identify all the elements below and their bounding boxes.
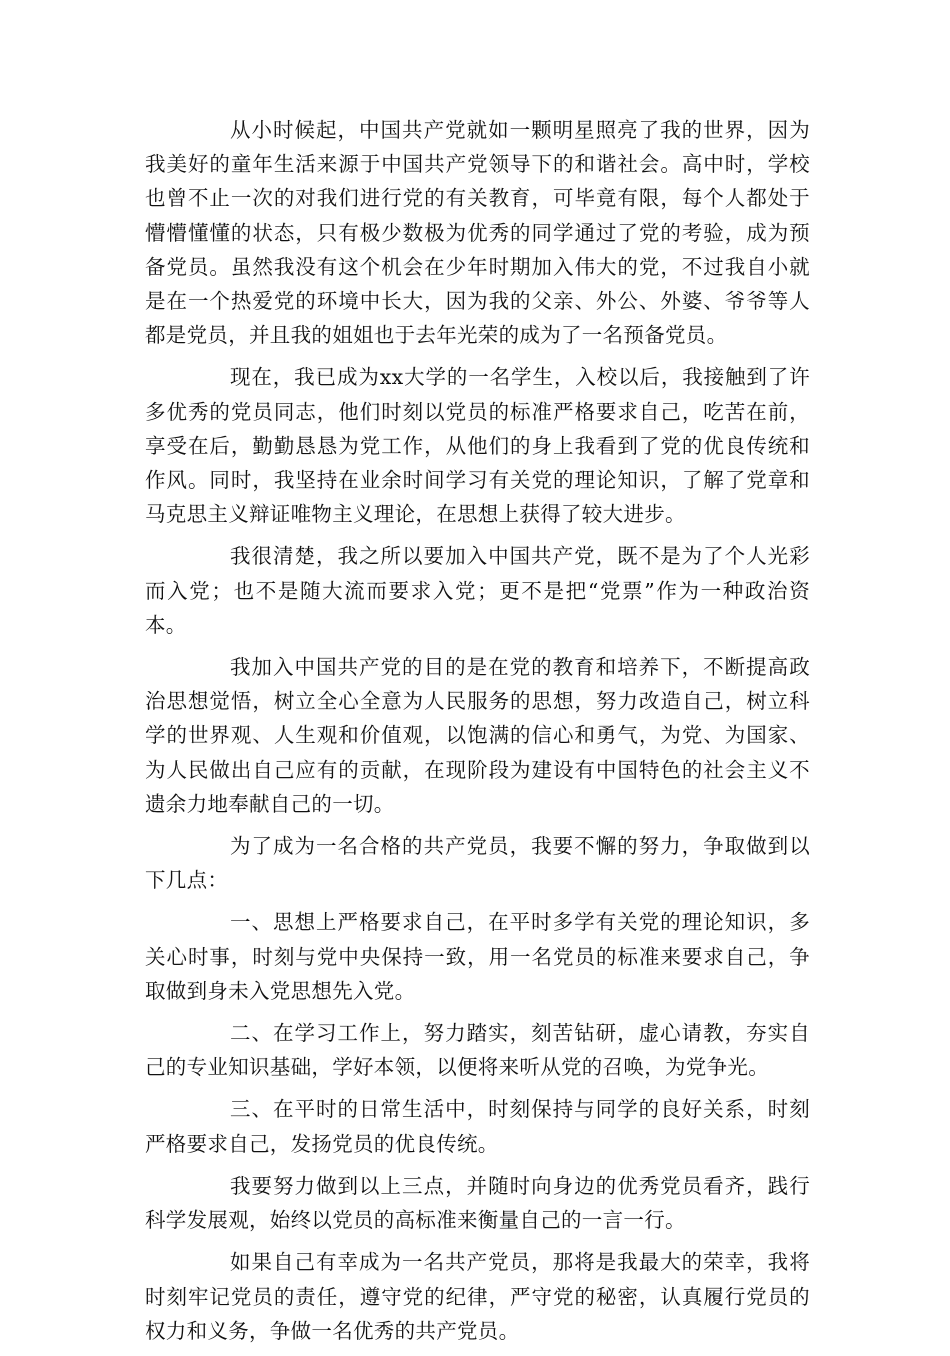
paragraph-6: 一、思想上严格要求自己，在平时多学有关党的理论知识，多关心时事，时刻与党中央保持一致，用一名党员的标准来要求自己，争取做到身未入党思想先入党。 xyxy=(145,910,810,1003)
paragraph-10: 如果自己有幸成为一名共产党员，那将是我最大的荣幸，我将时刻牢记党员的责任，遵守党的纪律，严守党的秘密，认真履行党员的权力和义务，争做一名优秀的共产党员。 xyxy=(145,1250,810,1343)
paragraph-4: 我加入中国共产党的目的是在党的教育和培养下，不断提高政治思想觉悟，树立全心全意为人民服务的思想，努力改造自己，树立科学的世界观、人生观和价值观，以饱满的信心和勇气，为党、为国家、为人民做出自己应有的贡献，在现阶段为建设有中国特色的社会主义不遗余力地奉献自己的一切。 xyxy=(145,655,810,816)
paragraph-7: 二、在学习工作上，努力踏实，刻苦钻研，虚心请教，夯实自己的专业知识基础，学好本领，以便将来听从党的召唤，为党争光。 xyxy=(145,1021,810,1080)
paragraph-1: 从小时候起，中国共产党就如一颗明星照亮了我的世界，因为我美好的童年生活来源于中国共产党领导下的和谐社会。高中时，学校也曾不止一次的对我们进行党的有关教育，可毕竟有限，每个人都处于懵懵懂懂的状态，只有极少数极为优秀的同学通过了党的考验，成为预备党员。虽然我没有这个机会在少年时期加入伟大的党，不过我自小就是在一个热爱党的环境中长大，因为我的父亲、外公、外婆、爷爷等人都是党员，并且我的姐姐也于去年光荣的成为了一名预备党员。 xyxy=(145,118,810,348)
paragraph-2: 现在，我已成为xx大学的一名学生，入校以后，我接触到了许多优秀的党员同志，他们时刻以党员的标准严格要求自己，吃苦在前，享受在后，勤勤恳恳为党工作，从他们的身上我看到了党的优良传统和作风。同时，我坚持在业余时间学习有关党的理论知识，了解了党章和马克思主义辩证唯物主义理论，在思想上获得了较大进步。 xyxy=(145,365,810,527)
document-body xyxy=(145,113,810,1356)
paragraph-3: 我很清楚，我之所以要加入中国共产党，既不是为了个人光彩而入党；也不是随大流而要求入党；更不是把“党票”作为一种政治资本。 xyxy=(145,544,810,637)
paragraph-9: 我要努力做到以上三点，并随时向身边的优秀党员看齐，践行科学发展观，始终以党员的高标准来衡量自己的一言一行。 xyxy=(145,1173,810,1233)
paragraph-5: 为了成为一名合格的共产党员，我要不懈的努力，争取做到以下几点： xyxy=(145,834,810,893)
paragraph-8: 三、在平时的日常生活中，时刻保持与同学的良好关系，时刻严格要求自己，发扬党员的优良传统。 xyxy=(145,1097,810,1156)
